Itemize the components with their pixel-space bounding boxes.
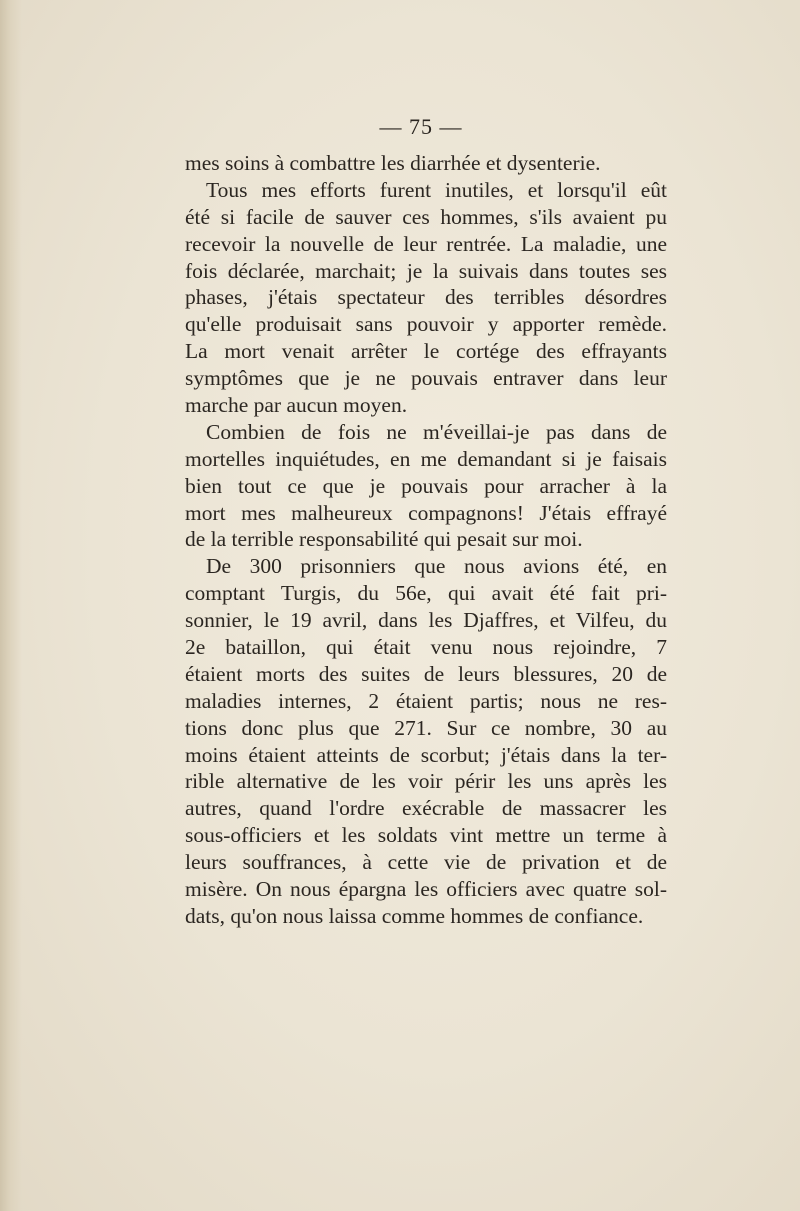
text-line: étaient morts des suites de leurs blessures, 20 de	[185, 661, 667, 686]
text-line: sonnier, le 19 avril, dans les Djaffres, et Vilfeu, du	[185, 608, 667, 633]
text-line: phases, j'étais spectateur des terribles désordres	[185, 285, 667, 310]
text-line: sous-officiers et les soldats vint mettre un terme à	[185, 823, 667, 848]
text-line: bien tout ce que je pouvais pour arracher à la	[185, 473, 667, 498]
text-line: comptant Turgis, du 56e, qui avait été fait pri-	[185, 581, 667, 606]
page-number: — 75 —	[379, 114, 463, 139]
text-line: symptômes que je ne pouvais entraver dans leur	[185, 366, 667, 391]
text-line: recevoir la nouvelle de leur rentrée. La maladie, une	[185, 231, 667, 256]
text-line: leurs souffrances, à cette vie de privation et de	[185, 850, 667, 875]
text-line: qu'elle produisait sans pouvoir y apporter remède.	[185, 312, 667, 337]
text-line: La mort venait arrêter le cortége des effrayants	[185, 339, 667, 364]
text-line: fois déclarée, marchait; je la suivais dans toutes ses	[185, 258, 667, 283]
text-line: de la terrible responsabilité qui pesait sur moi.	[185, 527, 583, 552]
text-line: Combien de fois ne m'éveillai-je pas dans de	[206, 419, 667, 444]
text-line: marche par aucun moyen.	[185, 393, 408, 418]
text-line: autres, quand l'ordre exécrable de massacrer les	[185, 796, 667, 821]
text-line: misère. On nous épargna les officiers avec quatre sol-	[185, 877, 667, 902]
text-line: 2e bataillon, qui était venu nous rejoindre, 7	[185, 635, 667, 660]
page-gutter-shadow	[0, 0, 22, 1211]
text-line: mort mes malheureux compagnons! J'étais effrayé	[185, 500, 667, 525]
text-line: moins étaient atteints de scorbut; j'étais dans la ter-	[185, 742, 667, 767]
text-line: été si facile de sauver ces hommes, s'ils avaient pu	[185, 204, 667, 229]
text-line: Tous mes efforts furent inutiles, et lorsqu'il eût	[206, 177, 667, 202]
text-line: tions donc plus que 271. Sur ce nombre, 30 au	[185, 715, 667, 740]
text-line: rible alternative de les voir périr les uns après les	[185, 769, 667, 794]
text-line: De 300 prisonniers que nous avions été, en	[206, 554, 667, 579]
text-line: maladies internes, 2 étaient partis; nous ne res-	[185, 688, 667, 713]
body-text	[185, 150, 667, 930]
text-line: dats, qu'on nous laissa comme hommes de confiance.	[185, 903, 644, 928]
text-line: mes soins à combattre les diarrhée et dysenterie.	[185, 151, 601, 175]
text-line: mortelles inquiétudes, en me demandant si je faisais	[185, 446, 667, 471]
